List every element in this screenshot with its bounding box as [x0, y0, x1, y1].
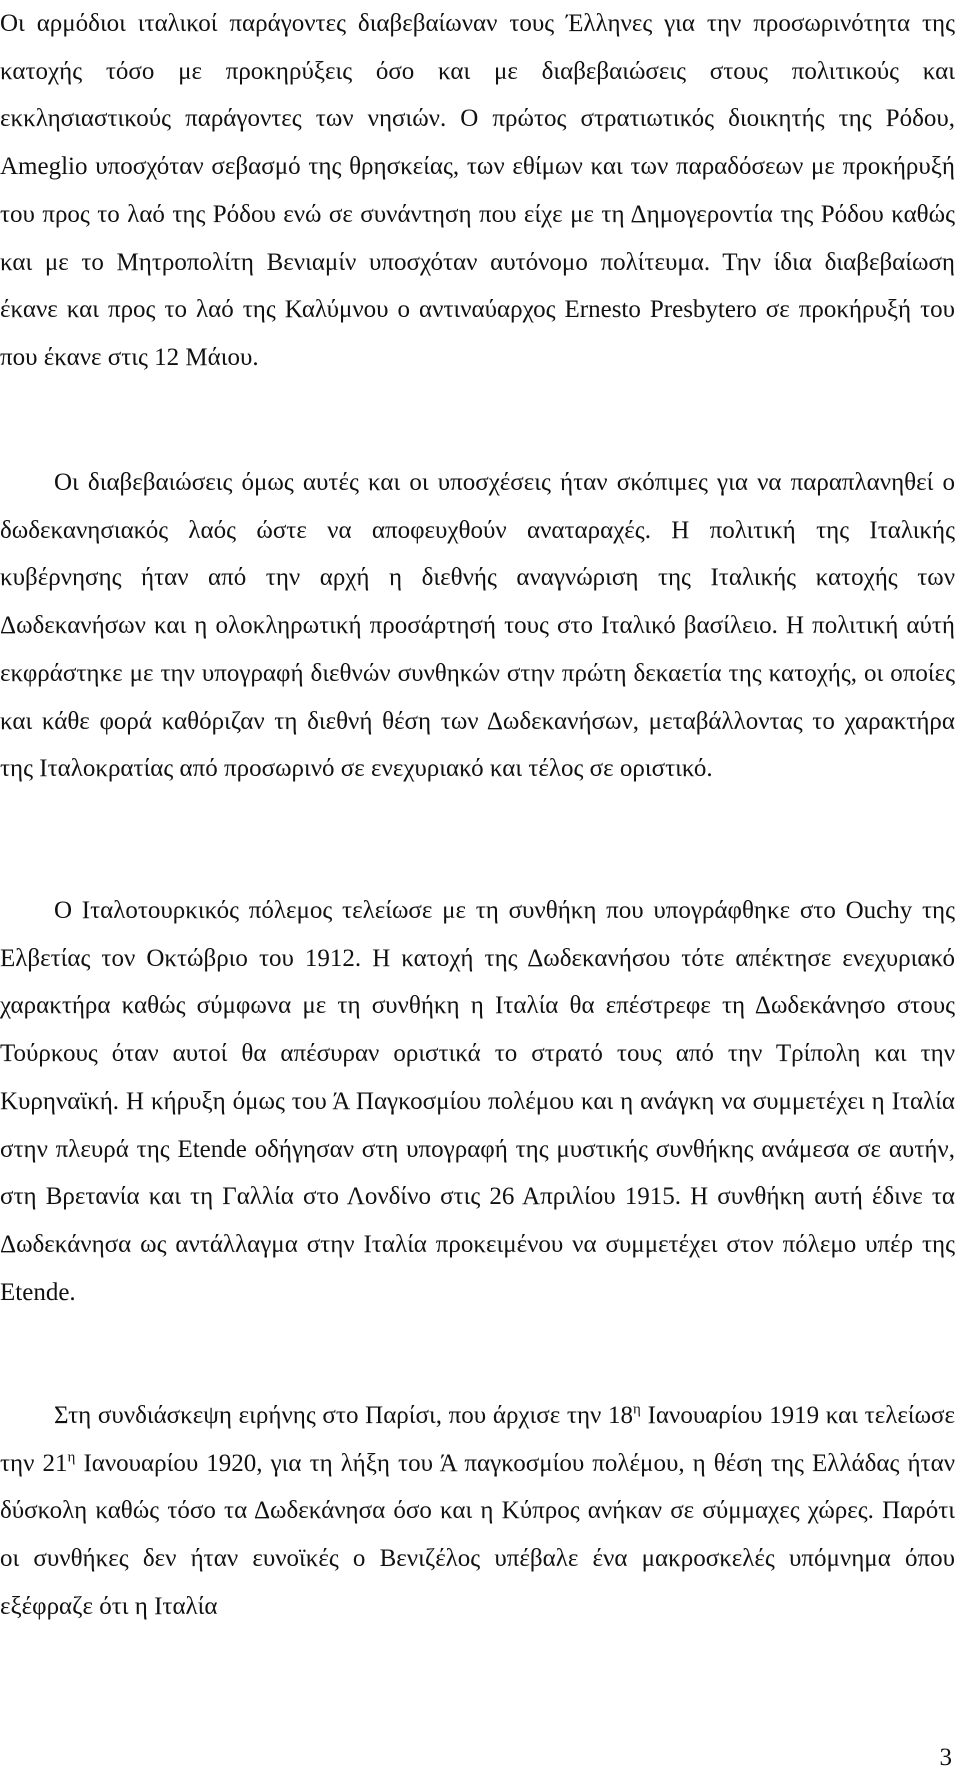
paragraph-1: Οι αρμόδιοι ιταλικοί παράγοντες διαβεβαίωναν τους Έλληνες για την προσωρινότητα της κατοχής τόσο με προκηρύξεις όσο και με διαβεβαιώσεις στους πολιτικούς και εκκλησιαστικούς παράγοντες των νησιών. Ο πρώτος στρατιωτικός διοικητής της Ρόδου, Ameglio υποσχόταν σεβασμό της θρησκείας, των εθίμων και των παραδόσεων με προκήρυξή του προς το λαό της Ρόδου ενώ σε συνάντηση που είχε με τη Δημογεροντία της Ρόδου καθώς και με το Μητροπολίτη Βενιαμίν υποσχόταν αυτόνομο πολίτευμα. Την ίδια διαβεβαίωση έκανε και προς το λαό της Καλύμνου ο αντιναύαρχος Ernesto Presbytero σε προκήρυξή του που έκανε στις 12 Μάιου.: [0, 10, 955, 371]
paragraph-4-part-2: Ιανουαρίου 1919 και τελείωσε την 21: [0, 1402, 956, 1477]
paragraph-4-part-3: Ιανουαρίου 1920, για τη λήξη του Ά παγκοσμίου πολέμου, η θέση της Ελλάδας ήταν δύσκολη καθώς τόσο τα Δωδεκάνησα όσο και η Κύπρος ανήκαν σε σύμμαχες χώρες. Παρότι οι συνθήκες δεν ήταν ευνοϊκές ο Βενιζέλος υπέβαλε ένα μακροσκελές υπόμνημα όπου εξέφραζε ότι η Ιταλία: [0, 1449, 955, 1620]
ordinal-superscript-1: η: [633, 1401, 641, 1418]
paragraph-4-part-1: Στη συνδιάσκεψη ειρήνης στο Παρίσι, που άρχισε την 18: [54, 1402, 634, 1429]
ordinal-superscript-2: η: [67, 1449, 76, 1466]
paragraph-2: Οι διαβεβαιώσεις όμως αυτές και οι υποσχέσεις ήταν σκόπιμες για να παραπλανηθεί ο δωδεκανησιακός λαός ώστε να αποφευχθούν αναταραχές. Η πολιτική της Ιταλικής κυβέρνησης ήταν από την αρχή η διεθνής αναγνώριση της Ιταλικής κατοχής των Δωδεκανήσων και η ολοκληρωτική προσάρτησή τους στο Ιταλικό βασίλειο. Η πολιτική αύτή εκφράστηκε με την υπογραφή διεθνών συνθηκών στην πρώτη δεκαετία της κατοχής, οι οποίες και κάθε φορά καθόριζαν τη διεθνή θέση των Δωδεκανήσων, μεταβάλλοντας το χαρακτήρα της Ιταλοκρατίας από προσωρινό σε ενεχυριακό και τέλος σε οριστικό.: [0, 469, 955, 783]
paragraph-3: Ο Ιταλοτουρκικός πόλεμος τελείωσε με τη συνθήκη που υπογράφθηκε στο Ouchy της Ελβετίας τον Οκτώβριο του 1912. Η κατοχή της Δωδεκανήσου τότε απέκτησε ενεχυριακό χαρακτήρα καθώς σύμφωνα με τη συνθήκη η Ιταλία θα επέστρεφε τη Δωδεκάνησο στους Τούρκους όταν αυτοί θα απέσυραν οριστικά το στρατό τους από την Τρίπολη και την Κυρηναϊκή. Η κήρυξη όμως του Ά Παγκοσμίου πολέμου και η ανάγκη να συμμετέχει η Ιταλία στην πλευρά της Etende οδήγησαν στη υπογραφή της μυστικής συνθήκης ανάμεσα σε αυτήν, στη Βρετανία και τη Γαλλία στο Λονδίνο στις 26 Απριλίου 1915. Η συνθήκη αυτή έδινε τα Δωδεκάνησα ως αντάλλαγμα στην Ιταλία προκειμένου να συμμετέχει στον πόλεμο υπέρ της Etende.: [0, 897, 955, 1306]
paragraph-4: [0, 1392, 955, 1631]
page-number: 3: [939, 1744, 952, 1771]
